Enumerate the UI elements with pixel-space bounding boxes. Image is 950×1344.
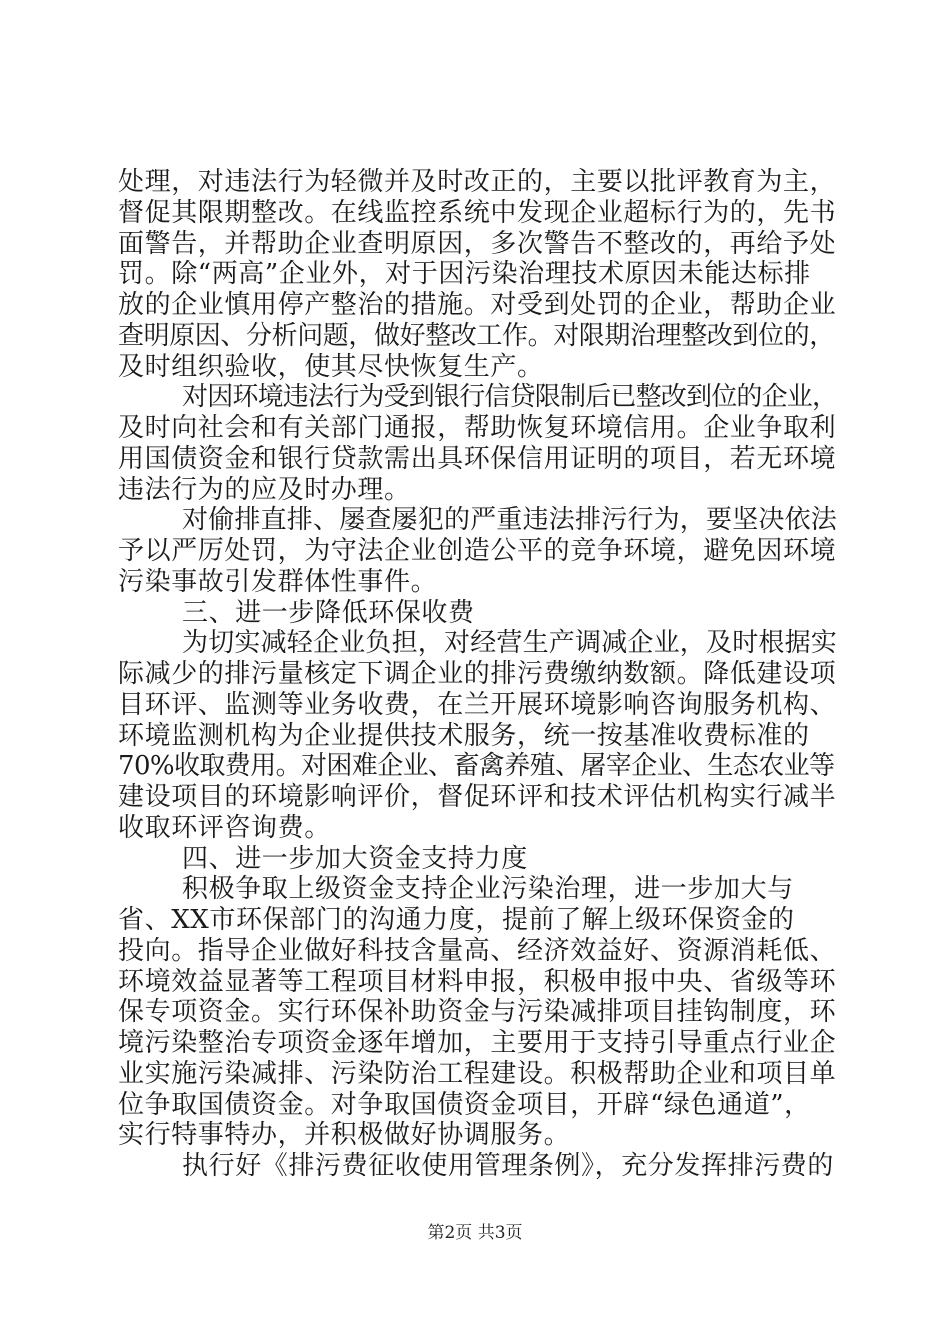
body-line: 建设项目的环境影响评价，督促环评和技术评估机构实行减半	[118, 782, 837, 812]
body-line: 境污染整治专项资金逐年增加，主要用于支持引导重点行业企	[118, 1028, 837, 1058]
body-line: 违法行为的应及时办理。	[118, 475, 411, 505]
body-line: 罚。除“两高”企业外，对于因污染治理技术原因未能达标排	[118, 259, 811, 289]
body-line: 业实施污染减排、污染防治工程建设。积极帮助企业和项目单	[118, 1059, 837, 1089]
body-line: 面警告，并帮助企业查明原因，多次警告不整改的，再给予处	[118, 229, 837, 259]
body-line: 环境效益显著等工程项目材料申报，积极申报中央、省级等环	[118, 967, 837, 997]
page-footer: 第2页 共3页	[427, 1223, 523, 1243]
body-line: 收取环评咨询费。	[118, 813, 331, 843]
paragraph-first-line: 积极争取上级资金支持企业污染治理，进一步加大与	[182, 874, 794, 904]
section-heading: 四、进一步加大资金支持力度	[182, 844, 528, 874]
body-line: 际减少的排污量核定下调企业的排污费缴纳数额。降低建设项	[118, 659, 837, 689]
body-line: 70%收取费用。对困难企业、畜禽养殖、屠宰企业、生态农业等	[118, 751, 835, 781]
body-line: 放的企业慎用停产整治的措施。对受到处罚的企业，帮助企业	[118, 290, 837, 320]
body-line: 用国债资金和银行贷款需出具环保信用证明的项目，若无环境	[118, 444, 837, 474]
body-line: 实行特事特办，并积极做好协调服务。	[118, 1120, 571, 1150]
body-line: 查明原因、分析问题，做好整改工作。对限期治理整改到位的，	[118, 321, 835, 351]
body-line: 投向。指导企业做好科技含量高、经济效益好、资源消耗低、	[118, 936, 837, 966]
body-line: 处理，对违法行为轻微并及时改正的，主要以批评教育为主，	[118, 167, 837, 197]
body-line: 及时组织验收，使其尽快恢复生产。	[118, 352, 544, 382]
paragraph-first-line: 对偷排直排、屡查屡犯的严重违法排污行为，要坚决依法	[182, 505, 838, 535]
body-line: 省、XX市环保部门的沟通力度，提前了解上级环保资金的	[118, 905, 795, 935]
body-line: 督促其限期整改。在线监控系统中发现企业超标行为的，先书	[118, 198, 837, 228]
body-line: 保专项资金。实行环保补助资金与污染减排项目挂钩制度，环	[118, 997, 837, 1027]
paragraph-first-line: 执行好《排污费征收使用管理条例》，充分发挥排污费的	[182, 1151, 835, 1181]
section-heading: 三、进一步降低环保收费	[182, 598, 475, 628]
paragraph-first-line: 对因环境违法行为受到银行信贷限制后已整改到位的企业，	[182, 382, 838, 412]
body-line: 位争取国债资金。对争取国债资金项目，开辟“绿色通道”，	[118, 1090, 811, 1120]
body-line: 环境监测机构为企业提供技术服务，统一按基准收费标准的	[118, 721, 810, 751]
body-line: 污染事故引发群体性事件。	[118, 567, 438, 597]
body-line: 目环评、监测等业务收费，在兰开展环境影响咨询服务机构、	[118, 690, 837, 720]
body-line: 予以严厉处罚，为守法企业创造公平的竞争环境，避免因环境	[118, 536, 837, 566]
paragraph-first-line: 为切实减轻企业负担，对经营生产调减企业，及时根据实	[182, 628, 838, 658]
body-line: 及时向社会和有关部门通报，帮助恢复环境信用。企业争取利	[118, 413, 837, 443]
